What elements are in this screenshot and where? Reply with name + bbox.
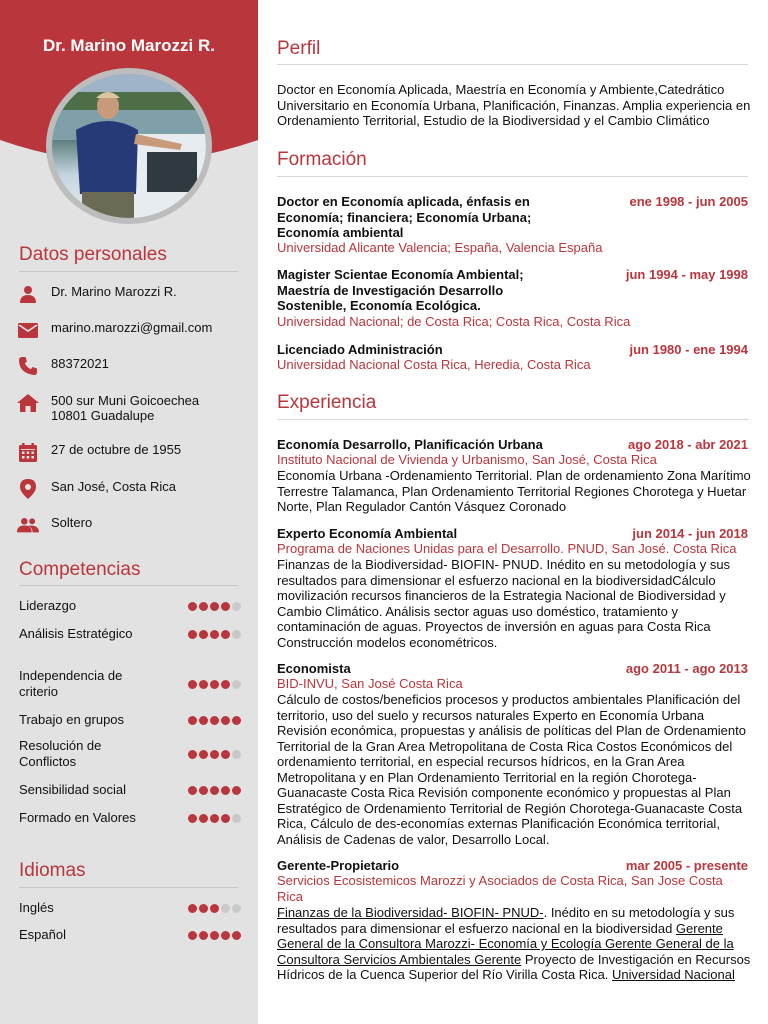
education-org-2: Universidad Nacional; de Costa Rica; Costa Rica, Costa Rica <box>277 314 631 329</box>
experience-desc-4 <box>277 905 751 983</box>
location-pin-icon <box>17 479 39 499</box>
rating-dot-filled <box>221 680 230 689</box>
address-line-2: 10801 Guadalupe <box>51 408 155 423</box>
experience-title-2: Experto Economía Ambiental <box>277 526 458 541</box>
divider <box>277 64 748 65</box>
rating-dot-filled <box>221 750 230 759</box>
rating-dot-filled <box>221 814 230 823</box>
rating-dot-filled <box>210 750 219 759</box>
rating-dot-filled <box>210 904 219 913</box>
profile-photo-image <box>52 74 206 218</box>
skill-rating <box>188 630 241 639</box>
skill-name: Formado en Valores <box>19 810 136 825</box>
personal-email[interactable]: marino.marozzi@gmail.com <box>51 320 213 335</box>
divider <box>19 585 238 586</box>
experience-desc-4-part-4: Proyecto de Investigación en Recursos Hídricos de la Cuenca Superior del Río Virilla Costa Rica. <box>277 951 751 982</box>
language-row <box>19 927 241 943</box>
experience-org-1: Instituto Nacional de Vivienda y Urbanismo, San José, Costa Rica <box>277 452 657 467</box>
experience-desc-4-part-1[interactable]: Finanzas de la Biodiversidad- BIOFIN- PNUD- <box>277 905 544 920</box>
rating-dot-filled <box>221 630 230 639</box>
rating-dot-filled <box>199 680 208 689</box>
rating-dot-filled <box>221 716 230 725</box>
rating-dot-filled <box>188 630 197 639</box>
sidebar-header <box>0 0 258 200</box>
profile-title: Perfil <box>277 38 321 59</box>
language-rating <box>188 904 241 913</box>
personal-birthdate-row <box>17 442 247 462</box>
envelope-icon <box>17 320 39 340</box>
personal-birthdate: 27 de octubre de 1955 <box>51 442 182 457</box>
personal-address <box>51 393 199 423</box>
address-line-1: 500 sur Muni Goicoechea <box>51 393 200 408</box>
education-date-1: ene 1998 - jun 2005 <box>629 194 748 209</box>
skill-row <box>19 712 241 728</box>
experience-desc-1: Economía Urbana -Ordenamiento Territorial. Plan de ordenamiento Zona Marítimo Terrestre Talamanca, Plan Ordenamiento Territorial Regiones Chorotega y Huetar Norte, Plan Regulador Cantón Vásquez Coronado <box>277 468 751 514</box>
rating-dot-filled <box>210 931 219 940</box>
personal-email-row <box>17 320 247 340</box>
experience-org-3: BID-INVU, San José Costa Rica <box>277 676 463 691</box>
education-org-3: Universidad Nacional Costa Rica, Heredia, Costa Rica <box>277 357 591 372</box>
phone-icon <box>17 356 39 376</box>
language-rating <box>188 931 241 940</box>
rating-dot-filled <box>232 931 241 940</box>
rating-dot-filled <box>210 814 219 823</box>
skill-rating <box>188 602 241 611</box>
skill-rating <box>188 680 241 689</box>
skill-row <box>19 626 241 642</box>
rating-dot-filled <box>188 680 197 689</box>
skill-row <box>19 598 241 614</box>
home-icon <box>17 393 39 413</box>
experience-date-3: ago 2011 - ago 2013 <box>625 661 748 676</box>
rating-dot-filled <box>232 786 241 795</box>
rating-dot-filled <box>199 602 208 611</box>
rating-dot-filled <box>221 602 230 611</box>
rating-dot-filled <box>199 750 208 759</box>
rating-dot-filled <box>188 931 197 940</box>
rating-dot-filled <box>221 931 230 940</box>
skill-name: Sensibilidad social <box>19 782 126 797</box>
personal-location: San José, Costa Rica <box>51 479 177 494</box>
experience-desc-2: Finanzas de la Biodiversidad- BIOFIN- PNUD. Inédito en su metodología y sus resultados para dimensionar el esfuerzo nacional en la biodiversidadCálculo movilización recursos financieros de la Estrategia Nacional de Biodiversidad y Cambio Climático. Análisis sector aguas uso doméstico, tratamiento y contaminación de aguas. Proyectos de inversión en aguas para Costa Rica Construcción modelos econométricos. <box>277 557 731 650</box>
rating-dot-empty <box>232 814 241 823</box>
skill-name: Independencia de criterio <box>19 668 123 699</box>
personal-data-title: Datos personales <box>19 244 167 265</box>
skill-row <box>19 782 241 798</box>
rating-dot-filled <box>188 904 197 913</box>
divider <box>277 176 748 177</box>
experience-title-4: Gerente-Propietario <box>277 858 400 873</box>
rating-dot-empty <box>221 904 230 913</box>
skill-row <box>19 668 241 700</box>
rating-dot-filled <box>232 716 241 725</box>
rating-dot-filled <box>188 750 197 759</box>
skill-name: Trabajo en grupos <box>19 712 125 727</box>
rating-dot-filled <box>199 814 208 823</box>
person-icon <box>17 284 39 304</box>
rating-dot-filled <box>188 814 197 823</box>
experience-title-1: Economía Desarrollo, Planificación Urbana <box>277 437 543 452</box>
education-title: Formación <box>277 149 367 170</box>
skill-row <box>19 810 241 826</box>
skill-name: Análisis Estratégico <box>19 626 133 641</box>
rating-dot-filled <box>221 786 230 795</box>
rating-dot-empty <box>232 750 241 759</box>
skill-rating <box>188 786 241 795</box>
rating-dot-filled <box>210 680 219 689</box>
skill-rating <box>188 814 241 823</box>
experience-title: Experiencia <box>277 392 377 413</box>
rating-dot-filled <box>210 602 219 611</box>
languages-title: Idiomas <box>19 860 86 881</box>
rating-dot-filled <box>188 602 197 611</box>
rating-dot-empty <box>232 630 241 639</box>
divider <box>19 887 238 888</box>
experience-desc-4-part-3[interactable]: Gerente General de la Consultora Marozzi- Economía y Ecología Gerente General de la Consultora Servicios Ambientales Gerente <box>277 920 734 967</box>
experience-date-1: ago 2018 - abr 2021 <box>628 437 748 452</box>
personal-location-row <box>17 479 247 499</box>
calendar-icon <box>17 442 39 462</box>
rating-dot-filled <box>199 630 208 639</box>
education-date-3: jun 1980 - ene 1994 <box>629 342 748 357</box>
rating-dot-filled <box>199 786 208 795</box>
rating-dot-empty <box>232 602 241 611</box>
rating-dot-filled <box>210 716 219 725</box>
language-row <box>19 900 241 916</box>
experience-desc-4-part-5[interactable]: Universidad Nacional <box>612 967 735 982</box>
education-date-2: jun 1994 - may 1998 <box>625 267 748 282</box>
people-icon <box>17 515 39 535</box>
skills-title: Competencias <box>19 559 141 580</box>
skill-rating <box>188 716 241 725</box>
experience-desc-4-part-2: . Inédito en su metodología y sus resultados para dimensionar el esfuerzo nacional en la biodiversidad <box>277 905 735 936</box>
education-title-1: Doctor en Economía aplicada, énfasis en Economía; financiera; Economía Urbana; Economía ambiental <box>277 194 532 240</box>
profile-text: Doctor en Economía Aplicada, Maestría en Economía y Ambiente,Catedrático Universitario en Economía Urbana, Planificación, Finanzas. Amplia experiencia en Ordenamiento Territorial, Estudio de la Biodiversidad y el Cambio Climático <box>277 82 751 128</box>
personal-phone-row <box>17 356 247 376</box>
rating-dot-filled <box>199 931 208 940</box>
rating-dot-filled <box>210 630 219 639</box>
divider <box>19 271 238 272</box>
personal-marital-status: Soltero <box>51 515 93 530</box>
personal-status-row <box>17 515 247 535</box>
experience-title-3: Economista <box>277 661 351 676</box>
rating-dot-filled <box>210 786 219 795</box>
personal-address-row <box>17 393 247 423</box>
divider <box>277 419 748 420</box>
rating-dot-filled <box>188 716 197 725</box>
language-name: Inglés <box>19 900 54 915</box>
personal-phone: 88372021 <box>51 356 109 371</box>
education-title-3: Licenciado Administración <box>277 342 443 357</box>
skill-row <box>19 738 241 770</box>
experience-org-2: Programa de Naciones Unidas para el Desarrollo. PNUD, San José. Costa Rica <box>277 541 737 556</box>
experience-desc-3: Cálculo de costos/beneficios procesos y productos ambientales Planificación del territorio, uso del suelo y recursos naturales Experto en Economía Urbana Revisión económica, propuestas y análisis de políticas del Plan de Ordenamiento Territorial de la Gran Area Metropolitana de Costa Rica Costos Económicos del ordenamiento territorial, en especial recursos hídricos, en la Gran Area Metropolitana y en Plan Ordenamiento Territorial en la región Chorotega-Guanacaste Costa Rica Revisión componente económico y propuestas al Plan Estratégico de Ordenamiento Territorial de Región Chorotega-Guanacaste Costa Rica, Cálculo de des-economías externas Planificación Económica territorial, Análisis de Cadenas de valor, Desarrollo Local. <box>277 692 746 847</box>
experience-date-2: jun 2014 - jun 2018 <box>632 526 748 541</box>
education-org-1: Universidad Alicante Valencia; España, Valencia España <box>277 240 603 255</box>
rating-dot-filled <box>199 716 208 725</box>
skill-name: Resolución de Conflictos <box>19 738 102 769</box>
personal-name: Dr. Marino Marozzi R. <box>51 284 177 299</box>
skill-name: Liderazgo <box>19 598 77 613</box>
profile-photo <box>46 68 212 224</box>
rating-dot-filled <box>188 786 197 795</box>
rating-dot-empty <box>232 680 241 689</box>
experience-org-4: Servicios Ecosistemicos Marozzi y Asociados de Costa Rica, San Jose Costa Rica <box>277 873 723 904</box>
personal-name-row <box>17 284 247 304</box>
skill-rating <box>188 750 241 759</box>
sidebar <box>0 0 258 1024</box>
language-name: Español <box>19 927 66 942</box>
rating-dot-filled <box>199 904 208 913</box>
rating-dot-empty <box>232 904 241 913</box>
experience-date-4: mar 2005 - presente <box>625 858 748 873</box>
education-title-2: Magister Scientae Economía Ambiental; Maestría de Investigación Desarrollo Sostenible, Economía Ecológica. <box>277 267 524 313</box>
header-name: Dr. Marino Marozzi R. <box>43 36 215 55</box>
